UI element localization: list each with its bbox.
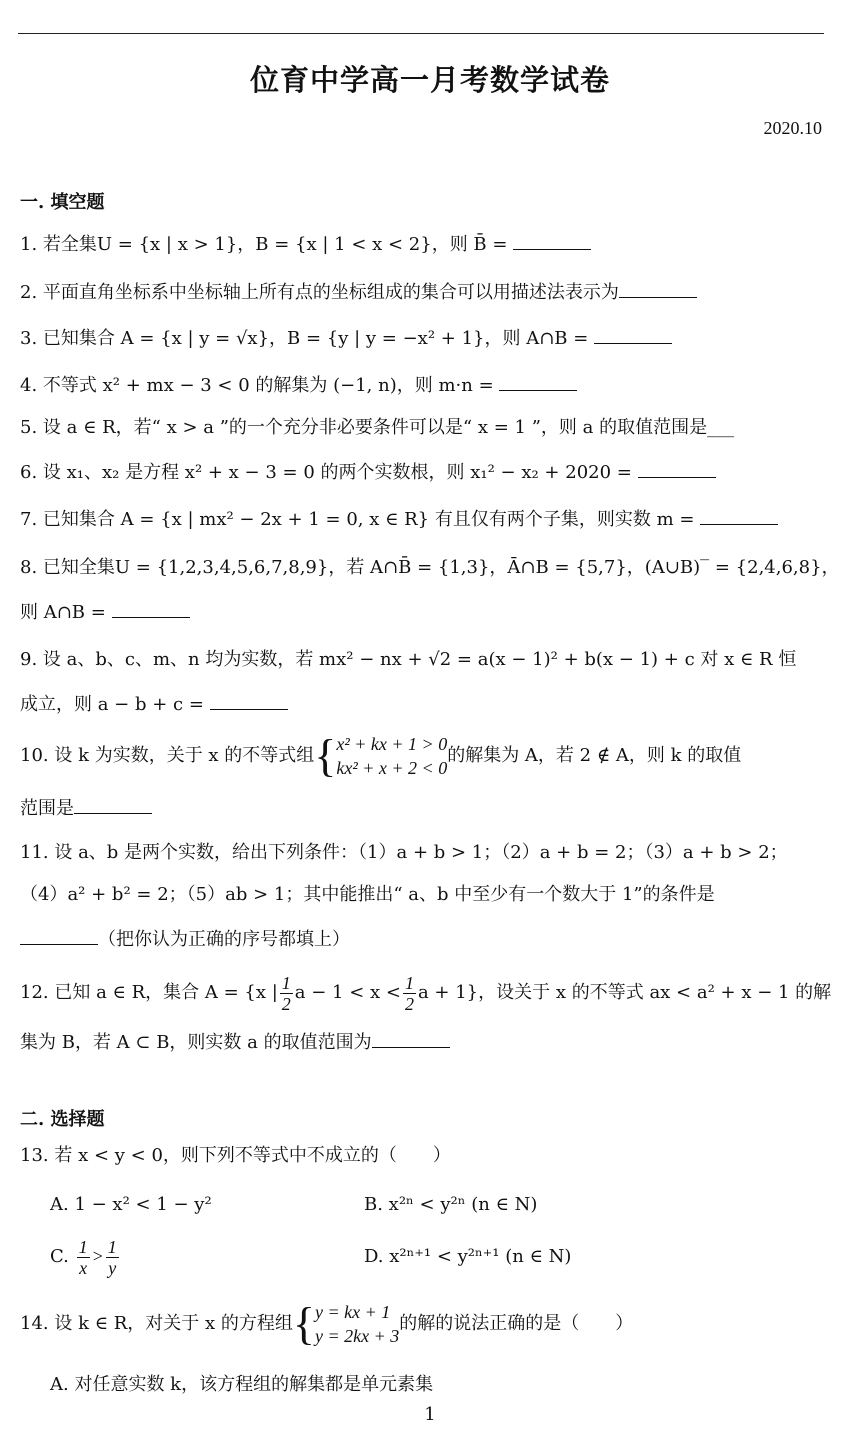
greater-than-sign: > <box>91 1246 104 1266</box>
fraction-half: $\frac{1}{2}$ <box>404 972 414 1014</box>
answer-blank <box>513 233 591 250</box>
answer-blank <box>74 797 152 814</box>
answer-blank <box>210 693 288 710</box>
question-12-b-text: 集为 B，若 A ⊂ B，则实数 a 的取值范围为 <box>20 1032 372 1053</box>
system-brace: { <box>314 730 337 781</box>
question-8-line-1 <box>20 555 840 581</box>
fraction-1-over-y: $\frac{1}{y}$ <box>107 1236 117 1278</box>
answer-blank <box>112 601 190 618</box>
fraction-half: $\frac{1}{2}$ <box>281 972 291 1014</box>
question-5 <box>20 415 824 441</box>
question-7 <box>20 507 824 533</box>
system-row-2: kx² + x + 2 < 0 <box>336 758 448 778</box>
question-2 <box>20 280 824 306</box>
exam-date: 2020.10 <box>763 118 822 138</box>
option-13-c-label: C. <box>50 1246 69 1267</box>
system-row-2: y = 2kx + 3 <box>314 1326 400 1346</box>
question-12-continued: a + 1}，设关于 x 的不等式 ax < a² + x − 1 的解 <box>417 982 832 1003</box>
fraction-1-over-x: $\frac{1}{x}$ <box>78 1236 88 1278</box>
answer-blank <box>619 281 697 298</box>
option-13-c <box>50 1230 121 1283</box>
option-13-d: D. x²ⁿ⁺¹ < y²ⁿ⁺¹ (n ∈ N) <box>364 1246 572 1267</box>
question-12-line-2 <box>20 1030 824 1056</box>
question-5-text: 5. 设 a ∈ R，若“ x > a ”的一个充分非必要条件可以是“ x = 1 ”，则 a 的取值范围是___ <box>20 417 735 438</box>
question-1-text: 1. 若全集U = {x | x > 1}，B = {x | 1 < x < 2}，则 B̄ = <box>20 234 508 255</box>
question-12-text: 12. 已知 a ∈ R，集合 A = {x | <box>20 982 278 1003</box>
question-8-text: 8. 已知全集U = {1,2,3,4,5,6,7,8,9}，若 A∩B̄ = {1,3}，Ā∩B = {5,7}，(A∪B)‾ = {2,4,6,8}， <box>20 557 840 578</box>
question-2-text: 2. 平面直角坐标系中坐标轴上所有点的坐标组成的集合可以用描述法表示为 <box>20 282 619 303</box>
question-12-line-1 <box>20 966 832 1020</box>
section-fill-in-heading: 一. 填空题 <box>20 192 105 213</box>
question-10-line-1 <box>20 728 824 784</box>
question-6 <box>20 460 824 486</box>
question-8-line-2 <box>20 600 824 626</box>
question-14-continued: 的解的说法正确的是（ ） <box>399 1313 634 1334</box>
answer-blank <box>20 928 98 945</box>
question-4-text: 4. 不等式 x² + mx − 3 < 0 的解集为 (−1, n)，则 m·n = <box>20 375 494 396</box>
question-11-line-2 <box>20 882 824 908</box>
option-13-a: A. 1 − x² < 1 − y² <box>50 1194 212 1215</box>
question-8-continued: 则 A∩B = <box>20 602 106 623</box>
option-14-a: A. 对任意实数 k，该方程组的解集都是单元素集 <box>50 1374 434 1395</box>
question-11-line-3 <box>20 927 824 953</box>
question-13-text: 13. 若 x < y < 0，则下列不等式中不成立的（ ） <box>20 1145 451 1166</box>
system-brace: { <box>292 1298 315 1349</box>
section-choice-heading: 二. 选择题 <box>20 1109 105 1130</box>
question-14-text: 14. 设 k ∈ R，对关于 x 的方程组 <box>20 1313 293 1334</box>
question-3 <box>20 326 824 352</box>
question-9-text: 9. 设 a、b、c、m、n 均为实数，若 mx² − nx + √2 = a(x − 1)² + b(x − 1) + c 对 x ∈ R 恒 <box>20 649 797 670</box>
question-9-continued: 成立，则 a − b + c = <box>20 694 204 715</box>
question-6-text: 6. 设 x₁、x₂ 是方程 x² + x − 3 = 0 的两个实数根，则 x₁² − x₂ + 2020 = <box>20 462 632 483</box>
answer-blank <box>638 461 716 478</box>
question-10-continued: 的解集为 A，若 2 ∉ A，则 k 的取值 <box>447 745 742 766</box>
question-11-continued: （4）a² + b² = 2；（5）ab > 1；其中能推出“ a、b 中至少有一个数大于 1”的条件是 <box>20 884 715 905</box>
question-4 <box>20 373 824 399</box>
question-11-line-1 <box>20 840 824 866</box>
question-13 <box>20 1143 824 1169</box>
question-7-text: 7. 已知集合 A = {x | mx² − 2x + 1 = 0, x ∈ R} 有且仅有两个子集，则实数 m = <box>20 509 695 530</box>
question-9-line-2 <box>20 692 824 718</box>
inequality-system <box>336 732 447 780</box>
system-row-1: y = kx + 1 <box>314 1302 391 1322</box>
answer-blank <box>700 508 778 525</box>
question-14 <box>20 1296 824 1352</box>
question-1 <box>20 232 824 258</box>
question-12-middle: a − 1 < x < <box>294 982 401 1003</box>
answer-blank <box>372 1031 450 1048</box>
equation-system <box>315 1300 399 1348</box>
question-11-text: 11. 设 a、b 是两个实数，给出下列条件：（1）a + b > 1；（2）a + b = 2；（3）a + b > 2； <box>20 842 788 863</box>
question-10-range-text: 范围是 <box>20 798 74 819</box>
question-11-hint: （把你认为正确的序号都填上） <box>98 929 350 950</box>
answer-blank <box>594 327 672 344</box>
exam-title: 位育中学高一月考数学试卷 <box>249 63 610 97</box>
question-3-text: 3. 已知集合 A = {x | y = √x}，B = {y | y = −x² + 1}，则 A∩B = <box>20 328 589 349</box>
system-row-1: x² + kx + 1 > 0 <box>336 734 448 754</box>
question-10-line-2 <box>20 796 824 822</box>
top-rule <box>18 33 824 34</box>
option-13-b: B. x²ⁿ < y²ⁿ (n ∈ N) <box>364 1194 538 1215</box>
answer-blank <box>499 374 577 391</box>
question-10-text: 10. 设 k 为实数，关于 x 的不等式组 <box>20 745 315 766</box>
page-number: 1 <box>424 1404 436 1425</box>
question-9-line-1 <box>20 647 824 673</box>
